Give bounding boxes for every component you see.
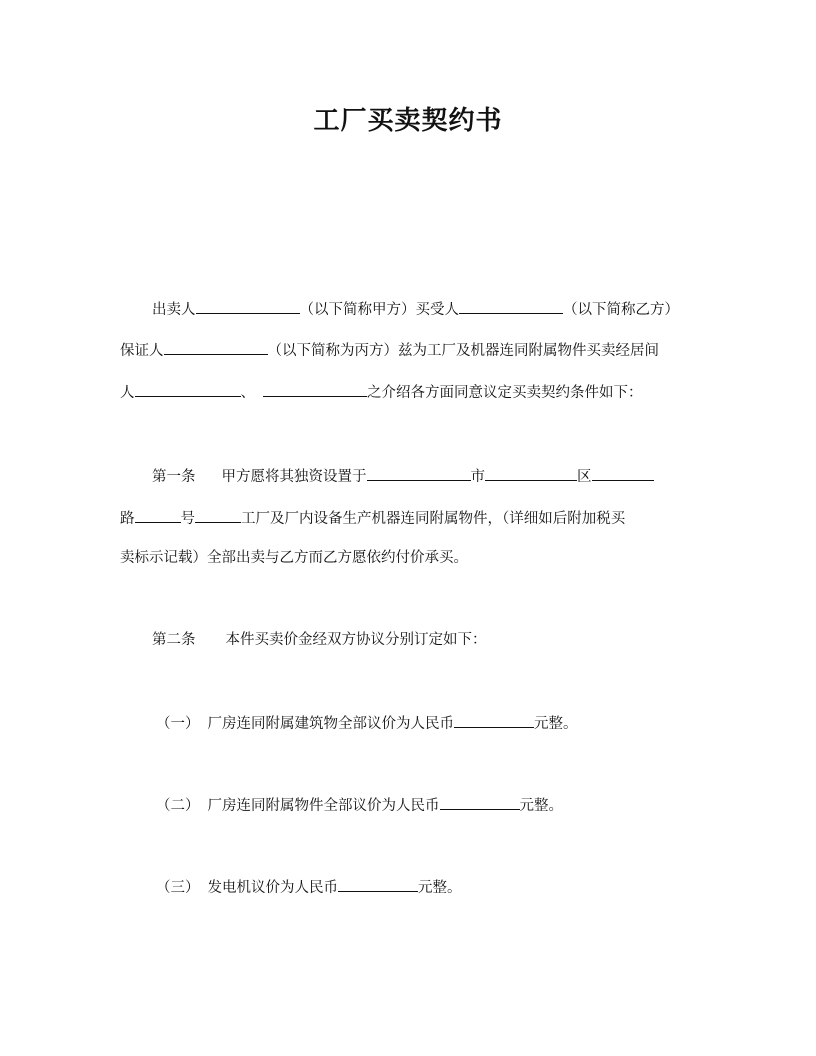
text: 元整。 (534, 716, 578, 732)
text: 之介绍各方面同意议定买卖契约条件如下： (367, 385, 643, 401)
text: 厂房连同附属物件全部议价为人民币 (207, 798, 440, 814)
city-blank[interactable] (367, 465, 471, 481)
item-number: （二） (156, 798, 200, 814)
preamble-line-3 (120, 381, 643, 401)
text: （以下简称为丙方）兹为工厂及机器连同附属物件买卖经居间 (267, 343, 659, 359)
buyer-blank[interactable] (459, 298, 563, 314)
item-number: （一） (156, 716, 200, 732)
text: 保证人 (120, 343, 164, 359)
district-blank[interactable] (485, 465, 577, 481)
price-item-1 (156, 712, 578, 732)
document-title: 工厂买卖契约书 (313, 106, 503, 136)
broker-blank-1[interactable] (135, 381, 241, 397)
text: 厂房连同附属建筑物全部议价为人民币 (207, 716, 454, 732)
seller-blank[interactable] (196, 298, 300, 314)
article1-line-1 (152, 465, 654, 485)
text: 元整。 (418, 880, 462, 896)
article-label: 第二条 (152, 632, 196, 648)
item-number: （三） (156, 880, 200, 896)
article-label: 第一条 (152, 469, 196, 485)
road-blank[interactable] (592, 465, 654, 481)
text: （以下简称甲方）买受人 (299, 302, 459, 318)
road-name-blank[interactable] (135, 507, 181, 523)
text: 出卖人 (152, 302, 196, 318)
broker-blank-2[interactable] (263, 381, 367, 397)
text: 区 (577, 469, 592, 485)
text: 市 (470, 469, 485, 485)
price-item-3 (156, 876, 462, 896)
preamble-line-2 (120, 339, 659, 359)
text: 本件买卖价金经双方协议分别订定如下： (225, 632, 487, 648)
amount-blank[interactable] (440, 794, 520, 810)
preamble-line-1 (152, 298, 679, 318)
text: 甲方愿将其独资设置于 (221, 469, 367, 485)
text: 发电机议价为人民币 (207, 880, 338, 896)
text: 路 (120, 511, 135, 527)
amount-blank[interactable] (454, 712, 534, 728)
text: 工厂及厂内设备生产机器连同附属物件，（详细如后附加税买 (241, 511, 626, 527)
article1-line-2 (120, 507, 625, 527)
text: （以下简称乙方） (563, 302, 679, 318)
text: 号 (180, 511, 195, 527)
text: 、 (240, 385, 255, 401)
amount-blank[interactable] (338, 876, 418, 892)
text: 人 (120, 385, 135, 401)
article2-line (152, 630, 487, 650)
article1-line-3: 卖标示记载）全部出卖与乙方而乙方愿依约付价承买。 (120, 550, 468, 566)
guarantor-blank[interactable] (164, 339, 268, 355)
price-item-2 (156, 794, 563, 814)
text: 元整。 (519, 798, 563, 814)
number-blank[interactable] (195, 507, 241, 523)
